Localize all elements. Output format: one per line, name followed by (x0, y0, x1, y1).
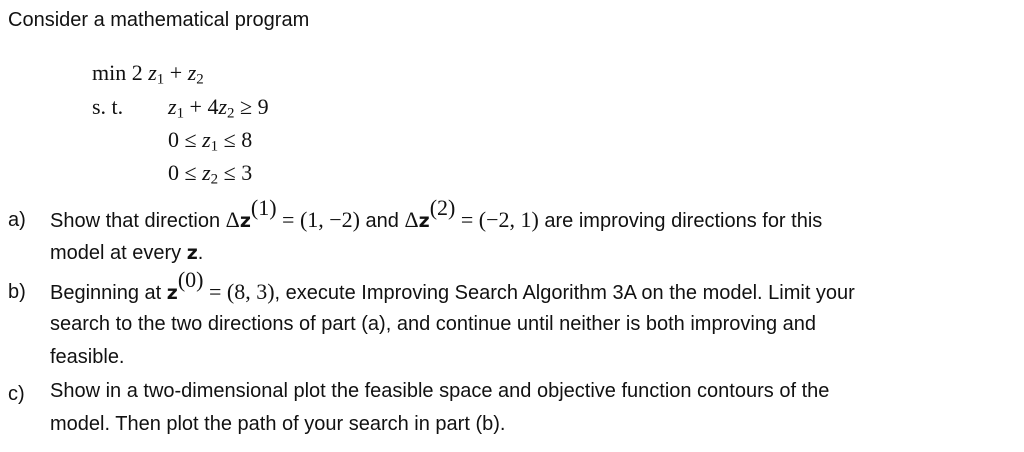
c1-relation: ≥ 9 (234, 94, 269, 119)
part-a-z-1: z (239, 210, 251, 233)
part-c-line-2: model. Then plot the path of your search in part (b). (50, 413, 506, 435)
intro-text: Consider a mathematical program (8, 9, 310, 31)
constraint-2 (168, 127, 253, 155)
part-a-delta-2: Δ (404, 207, 419, 233)
c3-sub: 2 (210, 171, 219, 188)
part-a-line-2-text: model at every (50, 242, 187, 264)
objective-var-1: z (148, 60, 157, 85)
part-a-sup-2: (2) (429, 195, 456, 220)
part-b-line-1 (50, 267, 855, 305)
part-a-text-1: Show that direction (50, 210, 226, 233)
part-b-z: z (166, 282, 178, 305)
objective-prefix: min 2 (92, 60, 149, 85)
part-a-line-2-end: . (197, 242, 204, 264)
part-a-line-2 (50, 243, 203, 263)
c3-right: ≤ 3 (218, 160, 253, 185)
c2-var: z (202, 127, 211, 152)
part-c-label: c) (8, 383, 25, 405)
part-a-value-2: = (−2, 1) (455, 207, 539, 233)
c1-sub-2: 2 (227, 105, 235, 122)
constraint-3 (168, 160, 253, 188)
part-a-label: a) (8, 209, 26, 231)
part-a-delta-1: Δ (225, 207, 240, 233)
objective-operator: + (164, 60, 188, 85)
objective-sub-2: 2 (196, 71, 204, 88)
c1-sub-1: 1 (176, 105, 185, 122)
part-a-line-2-z: z (186, 242, 198, 264)
part-b-text-2: , execute Improving Search Algorithm 3A on the model. Limit your (274, 282, 855, 305)
part-a-line-1 (50, 195, 823, 233)
part-a-text-3: are improving directions for this (538, 210, 823, 233)
part-b-text-1: Beginning at (50, 282, 167, 305)
part-b-sup: (0) (177, 267, 204, 292)
c3-left: 0 ≤ (168, 160, 203, 185)
constraint-1 (168, 94, 269, 122)
c1-operator: + 4 (184, 94, 219, 119)
part-b-value: = (8, 3) (203, 279, 275, 305)
part-a-z-2: z (418, 210, 430, 233)
objective-function (92, 60, 204, 88)
part-b-label: b) (8, 281, 26, 303)
c2-right: ≤ 8 (218, 127, 253, 152)
objective-sub-1: 1 (156, 71, 165, 88)
part-a-sup-1: (1) (250, 195, 277, 220)
part-a-text-2: and (360, 210, 405, 233)
part-b-line-2: search to the two directions of part (a), and continue until neither is both improving and (50, 313, 816, 335)
c2-sub: 1 (210, 138, 219, 155)
objective-var-2: z (187, 60, 197, 85)
c1-var-2: z (218, 94, 228, 119)
part-b-line-3: feasible. (50, 346, 125, 368)
c3-var: z (202, 160, 211, 185)
subject-to-label: s. t. (92, 94, 124, 119)
c2-left: 0 ≤ (168, 127, 203, 152)
c1-var-1: z (168, 94, 177, 119)
part-c-line-1: Show in a two-dimensional plot the feasible space and objective function contours of the (50, 380, 830, 402)
part-a-value-1: = (1, −2) (276, 207, 360, 233)
